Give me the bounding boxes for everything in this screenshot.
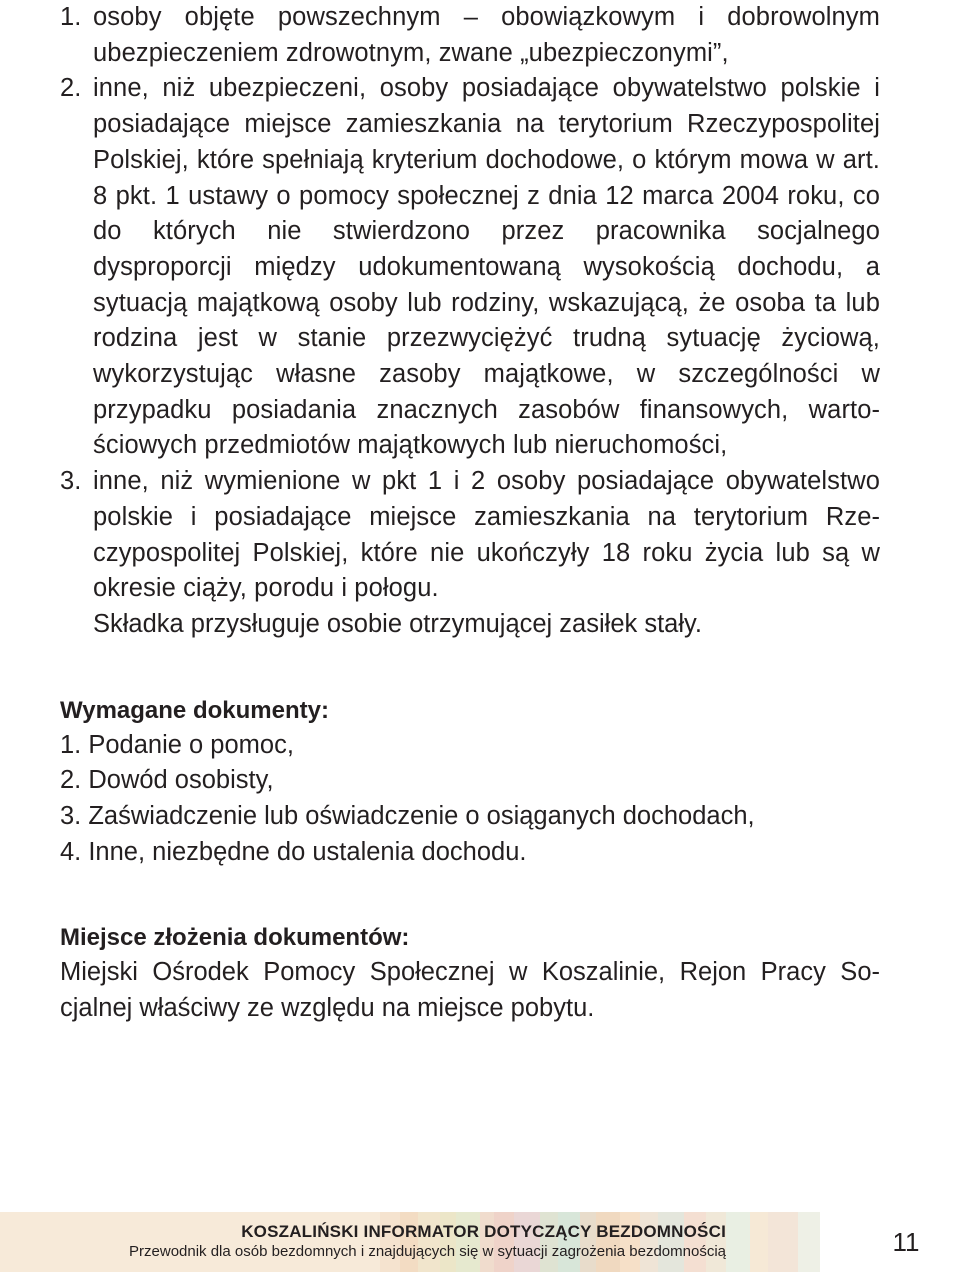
document-item: 1. Podanie o pomoc,: [60, 730, 294, 759]
list-item-text: osoby objęte powszechnym – obowiązkowym i dobrowolnym ubezpieczeniem zdrowotnym, zwane „ubezpieczonymi”,: [93, 3, 880, 67]
list-item: [60, 464, 880, 607]
list-item: [60, 71, 880, 464]
contribution-note: Składka przysługuje osobie otrzymującej zasiłek stały.: [93, 609, 702, 638]
publication-title: KOSZALIŃSKI INFORMATOR DOTYCZĄCY BEZDOMNOŚCI: [241, 1222, 726, 1241]
list-item: [60, 0, 880, 71]
document-body: [60, 0, 880, 1027]
list-item-text: inne, niż ubezpieczeni, osoby posiadające obywatelstwo polskie i posiadające miejsce zamieszkania na terytorium Rzeczypospolitej Polskiej, które spełniają kryterium dochodowe, o którym mowa w art. 8 pkt. 1 ustawy o pomocy społecznej z dnia 12 marca 2004 roku, co do których nie stwierdzono przez pracownika socjalnego dysproporcji między udokumentowaną wysokością dochodu, a sytuacją majątkową osoby lub rodziny, wskazującą, że osoba ta lub rodzina jest w stanie przezwyciężyć trudną sytuację życiową, wykorzystując własne zasoby majątkowe, w szczególności w przypadku posiadania znacznych zasobów finansowych, wartościowych przedmiotów majątkowych lub nieruchomości,: [93, 74, 880, 460]
list-number: 1.: [60, 3, 82, 31]
submission-place-text: Miejski Ośrodek Pomocy Społecznej w Koszalinie, Rejon Pracy Socjalnej właściwy ze względu na miejsce pobytu.: [60, 958, 880, 1023]
list-number: 3.: [60, 467, 82, 496]
footer-stripe: [768, 1212, 798, 1272]
footer-stripe: [726, 1212, 750, 1272]
submission-place-heading: Miejsce złożenia dokumentów:: [60, 924, 410, 952]
page-number: 11: [892, 1227, 920, 1257]
publication-subtitle: Przewodnik dla osób bezdomnych i znajdujących się w sytuacji zagrożenia bezdomnością: [129, 1243, 726, 1260]
document-item: 3. Zaświadczenie lub oświadczenie o osiąganych dochodach,: [60, 802, 755, 831]
document-item: 2. Dowód osobisty,: [60, 766, 274, 795]
footer-stripe: [798, 1212, 820, 1272]
required-documents-list: [60, 728, 880, 871]
required-documents-heading: Wymagane dokumenty:: [60, 696, 329, 724]
footer-text-block: [54, 1222, 726, 1262]
list-item-text: inne, niż wymienione w pkt 1 i 2 osoby posiadające obywatelstwo polskie i posiadające miejsce zamieszkania na terytorium Rzeczypospolitej Polskiej, które nie ukończyły 18 roku życia lub są w okresie ciąży, porodu i połogu.: [93, 467, 880, 603]
page-footer: [0, 1212, 960, 1272]
beneficiary-list: [60, 0, 880, 607]
footer-stripe: [750, 1212, 768, 1272]
document-item: 4. Inne, niezbędne do ustalenia dochodu.: [60, 837, 527, 866]
list-number: 2.: [60, 74, 82, 103]
